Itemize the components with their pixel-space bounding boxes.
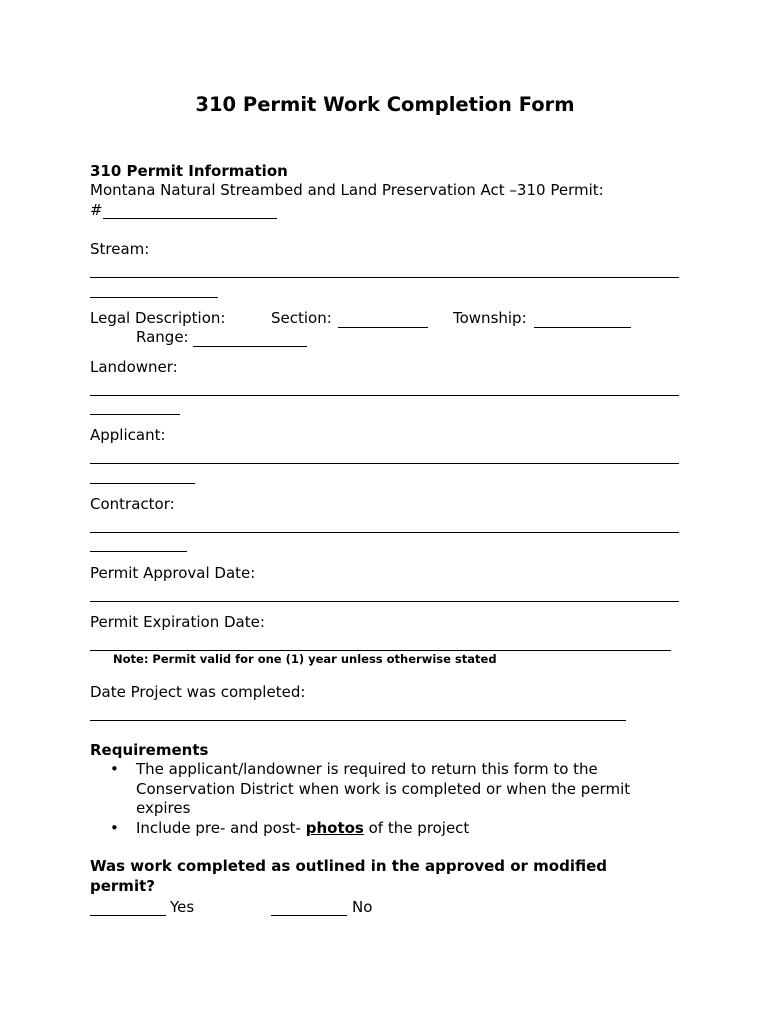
yes-field[interactable] <box>90 915 166 916</box>
permit-expiration-date-label: Permit Expiration Date: <box>90 613 265 631</box>
landowner-field[interactable] <box>90 395 679 396</box>
no-field[interactable] <box>271 915 347 916</box>
date-completed-label: Date Project was completed: <box>90 683 306 701</box>
landowner-field-cont[interactable] <box>90 414 180 415</box>
applicant-label: Applicant: <box>90 426 166 444</box>
range-label: Range: <box>136 328 189 346</box>
requirements-heading: Requirements <box>90 741 209 759</box>
bullet: • <box>110 760 119 778</box>
photos-emphasis: photos <box>305 818 364 837</box>
permit-number-prefix: # <box>90 201 103 219</box>
legal-description-label: Legal Description: <box>90 309 226 327</box>
contractor-field[interactable] <box>90 532 679 533</box>
date-completed-field[interactable] <box>90 720 626 721</box>
contractor-field-cont[interactable] <box>90 551 187 552</box>
applicant-field[interactable] <box>90 463 679 464</box>
no-label: No <box>352 898 373 916</box>
permit-approval-date-label: Permit Approval Date: <box>90 564 256 582</box>
permit-info-heading: 310 Permit Information <box>90 162 288 180</box>
township-label: Township: <box>453 309 527 327</box>
requirement-item <box>90 819 670 839</box>
requirement-item <box>90 760 670 819</box>
requirement-text-suffix: of the project <box>368 818 470 837</box>
permit-number-field[interactable] <box>103 218 277 219</box>
stream-label: Stream: <box>90 240 150 258</box>
stream-field[interactable] <box>90 277 679 278</box>
requirements-list <box>90 760 670 838</box>
permit-approval-date-field[interactable] <box>90 601 679 602</box>
validity-note: Note: Permit valid for one (1) year unless otherwise stated <box>113 652 497 666</box>
bullet: • <box>110 818 119 837</box>
requirement-text: The applicant/landowner is required to return this form to the Conservation District when work is completed or when the permit expires <box>136 760 631 817</box>
applicant-field-cont[interactable] <box>90 483 195 484</box>
stream-field-cont[interactable] <box>90 297 218 298</box>
section-field[interactable] <box>338 327 428 328</box>
requirement-text: Include pre- and post- <box>136 818 301 837</box>
section-label: Section: <box>271 309 332 327</box>
contractor-label: Contractor: <box>90 495 175 513</box>
yes-label: Yes <box>170 898 195 916</box>
township-field[interactable] <box>534 327 631 328</box>
form-title: 310 Permit Work Completion Form <box>195 93 575 116</box>
range-field[interactable] <box>193 346 307 347</box>
landowner-label: Landowner: <box>90 358 178 376</box>
completion-question: Was work completed as outlined in the approved or modified permit? <box>90 857 608 895</box>
act-label: Montana Natural Streambed and Land Preservation Act –310 Permit: <box>90 181 604 199</box>
